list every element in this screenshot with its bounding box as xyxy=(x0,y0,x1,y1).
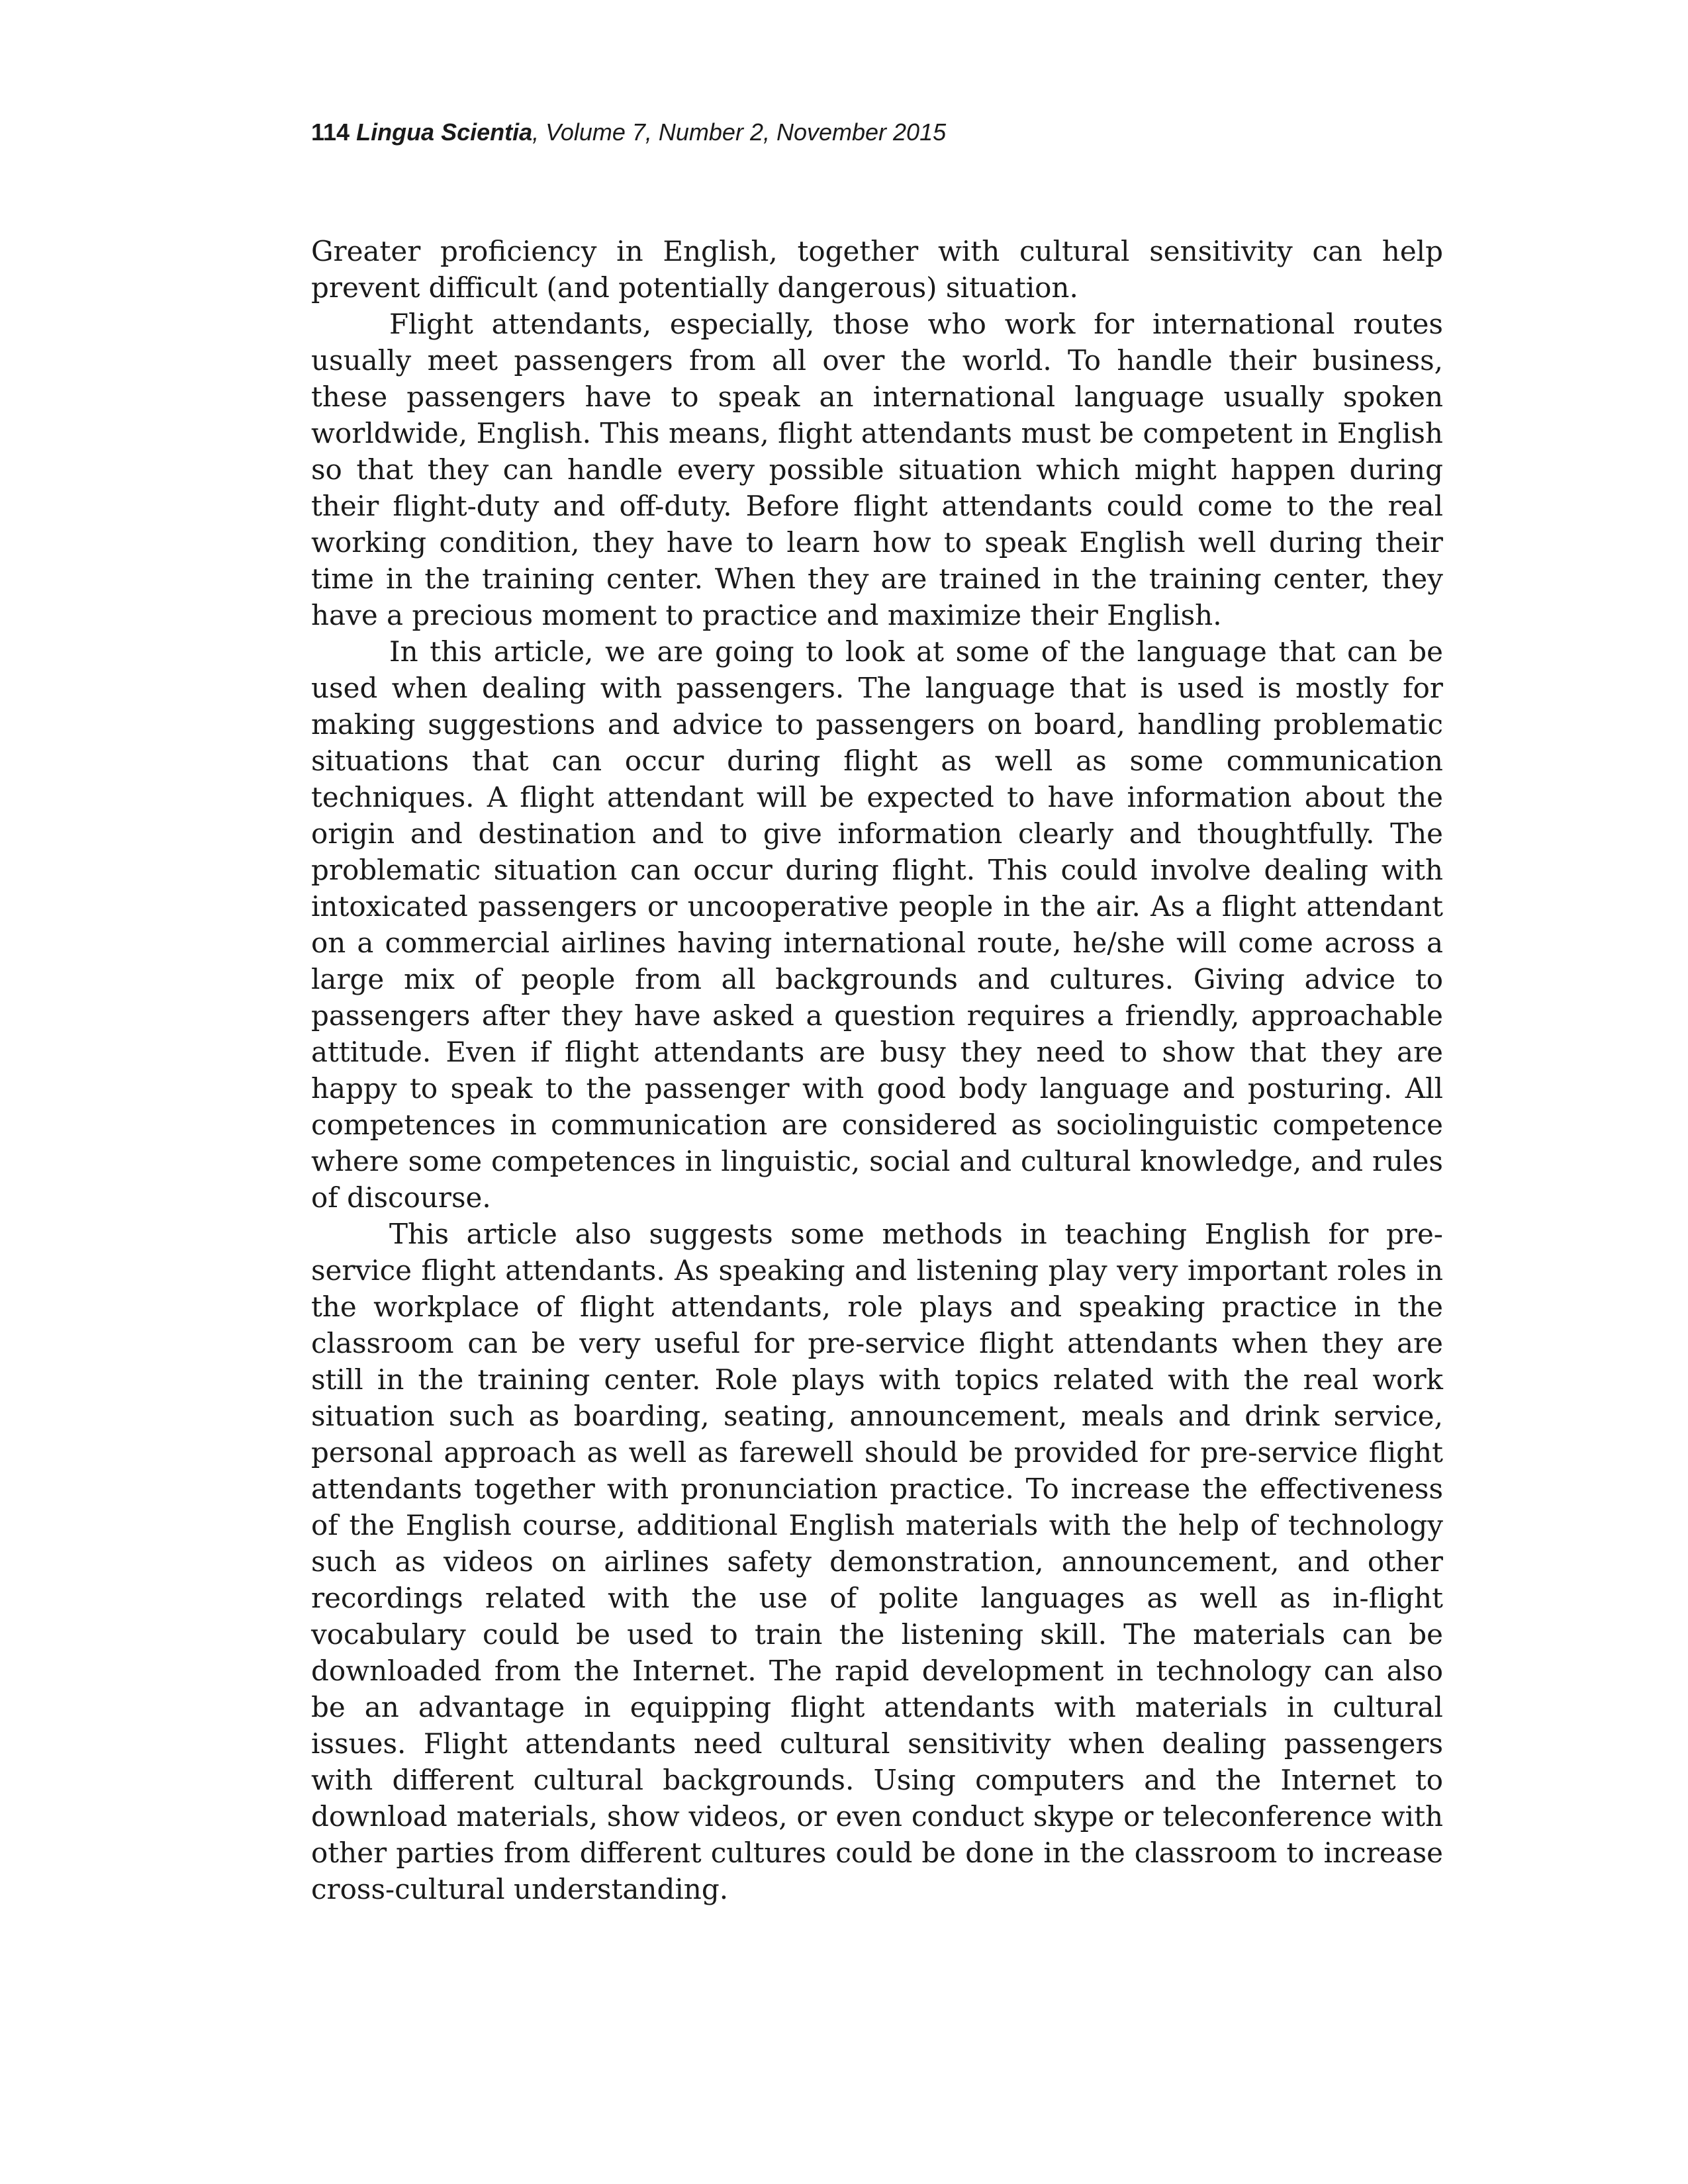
paragraph-1: Greater proficiency in English, together with cultural sensitivity can help prevent difficult (and potentially dangerous) situation. xyxy=(311,235,1443,304)
journal-name: Lingua Scientia xyxy=(356,118,533,146)
issue-info: , Volume 7, Number 2, November 2015 xyxy=(532,118,947,146)
paragraph-2: Flight attendants, especially, those who work for international routes usually meet passengers from all over the world. To handle their business, these passengers have to speak an international language usually spoken worldwide, English. This means, flight attendants must be competent in English so that they can handle every possible situation which might happen during their flight-duty and off-duty. Before flight attendants could come to the real working condition, they have to learn how to speak English well during their time in the training center. When they are trained in the training center, they have a precious moment to practice and maximize their English. xyxy=(311,308,1443,631)
article-body xyxy=(311,233,1443,1907)
running-header xyxy=(311,116,946,148)
paragraph-4: This article also suggests some methods in teaching English for pre-service flight attendants. As speaking and listening play very important roles in the workplace of flight attendants, role plays and speaking practice in the classroom can be very useful for pre-service flight attendants when they are still in the training center. Role plays with topics related with the real work situation such as boarding, seating, announcement, meals and drink service, personal approach as well as farewell should be provided for pre-service flight attendants together with pronunciation practice. To increase the effectiveness of the English course, additional English materials with the help of technology such as videos on airlines safety demonstration, announcement, and other recordings related with the use of polite languages as well as in-flight vocabulary could be used to train the listening skill. The materials can be downloaded from the Internet. The rapid development in technology can also be an advantage in equipping flight attendants with materials in cultural issues. Flight attendants need cultural sensitivity when dealing passengers with different cultural backgrounds. Using computers and the Internet to download materials, show videos, or even conduct skype or teleconference with other parties from different cultures could be done in the classroom to increase cross-cultural understanding. xyxy=(311,1218,1443,1905)
paragraph-3: In this article, we are going to look at some of the language that can be used when dealing with passengers. The language that is used is mostly for making suggestions and advice to passengers on board, handling problematic situations that can occur during flight as well as some communication techniques. A flight attendant will be expected to have information about the origin and destination and to give information clearly and thoughtfully. The problematic situation can occur during flight. This could involve dealing with intoxicated passengers or uncooperative people in the air. As a flight attendant on a commercial airlines having international route, he/she will come across a large mix of people from all backgrounds and cultures. Giving advice to passengers after they have asked a question requires a friendly, approachable attitude. Even if flight attendants are busy they need to show that they are happy to speak to the passenger with good body language and posturing. All competences in communication are considered as sociolinguistic competence where some competences in linguistic, social and cultural knowledge, and rules of discourse. xyxy=(311,635,1443,1214)
page-number: 114 xyxy=(311,118,350,146)
